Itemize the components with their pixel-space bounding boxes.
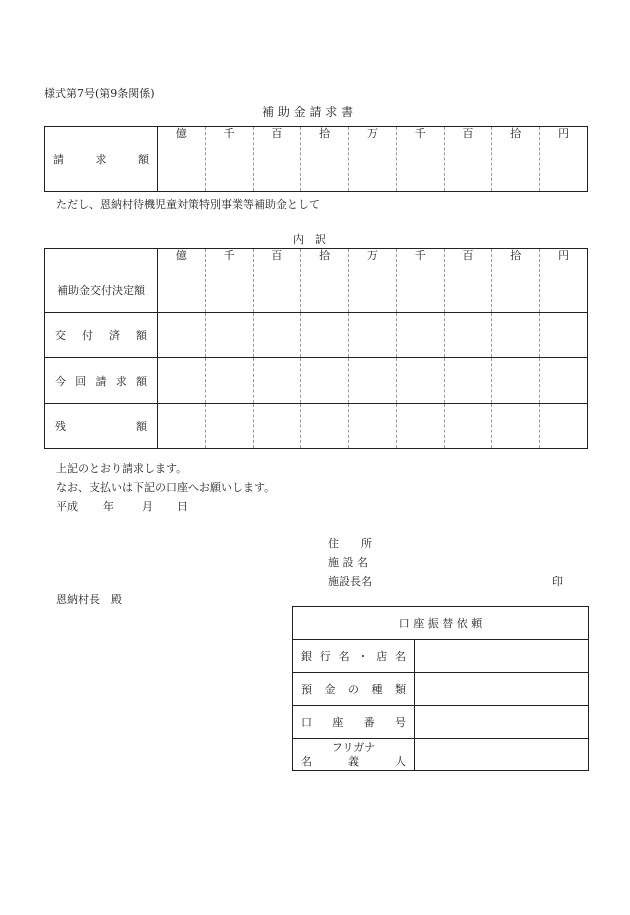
proviso-text: ただし、恩納村待機児童対策特別事業等補助金として	[56, 198, 320, 211]
statement-line-2: なお、支払いは下記の口座へお願いします。	[56, 481, 276, 494]
digit-cell[interactable]: 拾	[301, 127, 349, 192]
account-number-field[interactable]	[415, 706, 589, 739]
digit-cell[interactable]	[492, 313, 540, 358]
breakdown-label: 残 額	[45, 404, 158, 449]
bank-branch-field[interactable]	[415, 640, 589, 673]
breakdown-label: 今 回 請 求 額	[45, 358, 158, 404]
request-amount-label: 請 求 額	[45, 127, 158, 192]
digit-cell[interactable]	[301, 313, 349, 358]
digit-cell[interactable]: 千	[396, 127, 444, 192]
account-type-label: 預 金 の 種 類	[293, 673, 415, 706]
statement-line-1: 上記のとおり請求します。	[56, 462, 188, 475]
date-day: 日	[177, 500, 188, 513]
digit-cell[interactable]	[301, 358, 349, 404]
account-type-field[interactable]	[415, 673, 589, 706]
digit-cell[interactable]: 万	[349, 127, 397, 192]
bank-transfer-table	[292, 606, 589, 771]
digit-cell[interactable]	[349, 313, 397, 358]
digit-cell[interactable]	[444, 313, 492, 358]
digit-cell[interactable]: 千	[205, 127, 253, 192]
digit-cell[interactable]: 万	[349, 249, 397, 313]
director-name-label: 施設長名	[328, 575, 372, 588]
digit-cell[interactable]	[444, 404, 492, 449]
digit-cell[interactable]: 拾	[301, 249, 349, 313]
breakdown-title: 内 訳	[293, 233, 326, 246]
seal-mark: 印	[552, 575, 563, 588]
digit-cell[interactable]: 円	[540, 127, 588, 192]
furigana-label: フリガナ	[331, 740, 376, 754]
digit-cell[interactable]	[396, 404, 444, 449]
digit-cell[interactable]	[301, 404, 349, 449]
digit-cell[interactable]: 千	[205, 249, 253, 313]
digit-cell[interactable]	[205, 313, 253, 358]
date-month: 月	[142, 500, 153, 513]
digit-cell[interactable]	[158, 358, 206, 404]
digit-cell[interactable]	[492, 404, 540, 449]
digit-cell[interactable]	[253, 358, 301, 404]
digit-cell[interactable]	[540, 404, 588, 449]
bank-table-title: 口 座 振 替 依 頼	[293, 607, 589, 640]
addressee: 恩納村長 殿	[56, 593, 122, 606]
digit-cell[interactable]	[253, 404, 301, 449]
digit-cell[interactable]	[444, 358, 492, 404]
digit-cell[interactable]	[349, 358, 397, 404]
digit-cell[interactable]	[158, 404, 206, 449]
account-number-label: 口 座 番 号	[293, 706, 415, 739]
account-holder-label: フリガナ 名 義 人	[293, 739, 415, 771]
digit-cell[interactable]	[492, 358, 540, 404]
date-era: 平成	[56, 500, 78, 513]
digit-cell[interactable]: 億	[175, 127, 187, 140]
form-number: 様式第7号(第9条関係)	[44, 87, 155, 100]
digit-cell[interactable]	[158, 313, 206, 358]
digit-cell[interactable]	[205, 404, 253, 449]
account-holder-field[interactable]	[415, 739, 589, 771]
digit-cell[interactable]	[540, 358, 588, 404]
digit-cell[interactable]: 億	[175, 249, 187, 262]
digit-cell[interactable]	[396, 313, 444, 358]
digit-cell[interactable]: 百	[444, 127, 492, 192]
breakdown-label: 交 付 済 額	[45, 313, 158, 358]
digit-cell[interactable]	[253, 313, 301, 358]
digit-cell[interactable]: 百	[253, 127, 301, 192]
breakdown-label: 補助金交付決定額	[45, 249, 158, 313]
digit-cell[interactable]	[540, 313, 588, 358]
digit-cell[interactable]: 拾	[492, 249, 540, 313]
digit-cell[interactable]	[349, 404, 397, 449]
digit-cell[interactable]: 百	[444, 249, 492, 313]
facility-name-label: 施 設 名	[328, 556, 368, 569]
bank-branch-label: 銀 行 名 ・ 店 名	[293, 640, 415, 673]
breakdown-table	[44, 248, 588, 449]
digit-cell[interactable]: 拾	[492, 127, 540, 192]
digit-cell[interactable]: 百	[253, 249, 301, 313]
digit-cell[interactable]: 千	[396, 249, 444, 313]
digit-cell[interactable]	[205, 358, 253, 404]
date-year: 年	[103, 500, 114, 513]
digit-cell[interactable]: 円	[540, 249, 588, 313]
form-title: 補 助 金 請 求 書	[262, 105, 354, 119]
address-label: 住 所	[328, 537, 372, 550]
request-amount-table	[44, 126, 588, 192]
digit-cell[interactable]	[396, 358, 444, 404]
